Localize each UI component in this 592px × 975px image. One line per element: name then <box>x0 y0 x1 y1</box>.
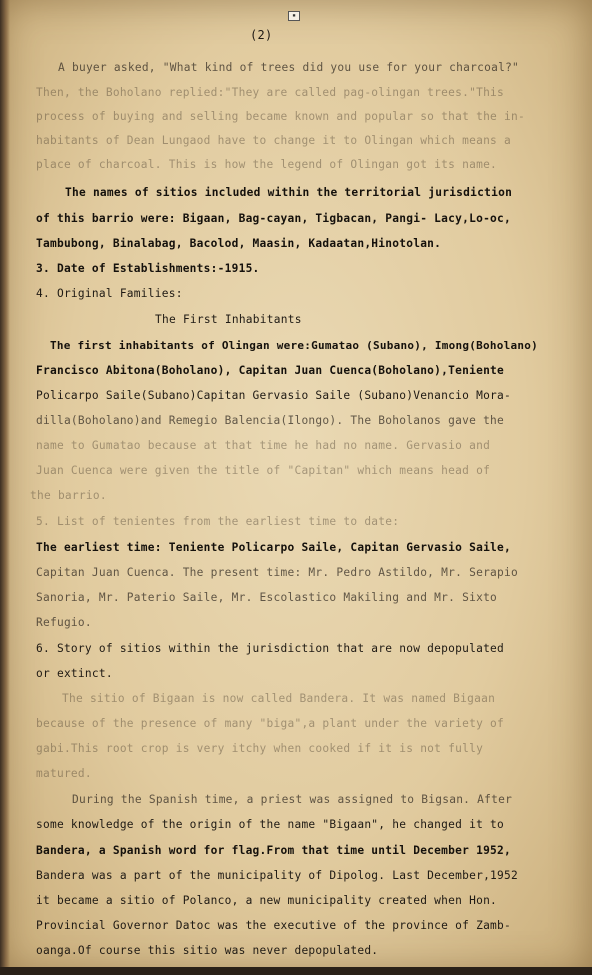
text-line: Capitan Juan Cuenca. The present time: Mr. Pedro Astildo, Mr. Serapio <box>36 566 518 579</box>
text-line: Francisco Abitona(Boholano), Capitan Juan Cuenca(Boholano),Teniente <box>36 364 505 377</box>
text-line: oanga.Of course this sitio was never depopulated. <box>36 944 379 957</box>
text-line: the barrio. <box>30 489 107 502</box>
section-heading: 5. List of tenientes from the earliest time to date: <box>36 515 400 528</box>
section-heading: 3. Date of Establishments:-1915. <box>36 262 260 275</box>
page-left-edge <box>0 0 10 975</box>
text-line: because of the presence of many "biga",a plant under the variety of <box>36 717 505 730</box>
punch-mark-icon: ▪ <box>288 11 300 21</box>
text-line: matured. <box>36 767 92 780</box>
text-line: name to Gumatao because at that time he had no name. Gervasio and <box>36 439 491 452</box>
section-heading: 6. Story of sitios within the jurisdiction that are now depopulated <box>36 642 505 655</box>
text-line: it became a sitio of Polanco, a new municipality created when Hon. <box>36 894 498 907</box>
text-line: Sanoria, Mr. Paterio Saile, Mr. Escolastico Makiling and Mr. Sixto <box>36 591 498 604</box>
text-line: A buyer asked, "What kind of trees did you use for your charcoal?" <box>58 61 520 74</box>
text-line: process of buying and selling became known and popular so that the in- <box>36 110 525 123</box>
text-line: or extinct. <box>36 667 113 680</box>
text-line: The names of sitios included within the territorial jurisdiction <box>65 186 513 199</box>
text-line: The sitio of Bigaan is now called Bandera. It was named Bigaan <box>62 692 496 705</box>
text-line: During the Spanish time, a priest was assigned to Bigsan. After <box>72 793 513 806</box>
text-line: The earliest time: Teniente Policarpo Saile, Capitan Gervasio Saile, <box>36 541 512 554</box>
text-line: Tambubong, Binalabag, Bacolod, Maasin, Kadaatan,Hinotolan. <box>36 237 442 250</box>
text-line: Provincial Governor Datoc was the executive of the province of Zamb- <box>36 919 512 932</box>
text-line: The first inhabitants of Olingan were:Gumatao (Subano), Imong(Boholano) <box>50 339 538 352</box>
text-line: habitants of Dean Lungaod have to change it to Olingan which means a <box>36 134 512 147</box>
text-line: Then, the Boholano replied:"They are called pag-olingan trees."This <box>36 86 505 99</box>
section-heading: 4. Original Families: <box>36 287 183 300</box>
text-line: Bandera was a part of the municipality of Dipolog. Last December,1952 <box>36 869 518 882</box>
subheading: The First Inhabitants <box>155 313 302 326</box>
text-line: Bandera, a Spanish word for flag.From that time until December 1952, <box>36 844 512 857</box>
text-line: gabi.This root crop is very itchy when cooked if it is not fully <box>36 742 484 755</box>
text-line: of this barrio were: Bigaan, Bag-cayan, Tigbacan, Pangi- Lacy,Lo-oc, <box>36 212 512 225</box>
page-number: (2) <box>250 28 273 42</box>
text-line: Juan Cuenca were given the title of "Capitan" which means head of <box>36 464 491 477</box>
text-line: place of charcoal. This is how the legend of Olingan got its name. <box>36 158 498 171</box>
text-line: some knowledge of the origin of the name "Bigaan", he changed it to <box>36 818 505 831</box>
text-line: Policarpo Saile(Subano)Capitan Gervasio Saile (Subano)Venancio Mora- <box>36 389 512 402</box>
page-bottom-edge <box>0 967 592 975</box>
text-line: dilla(Boholano)and Remegio Balencia(Ilongo). The Boholanos gave the <box>36 414 505 427</box>
text-line: Refugio. <box>36 616 92 629</box>
